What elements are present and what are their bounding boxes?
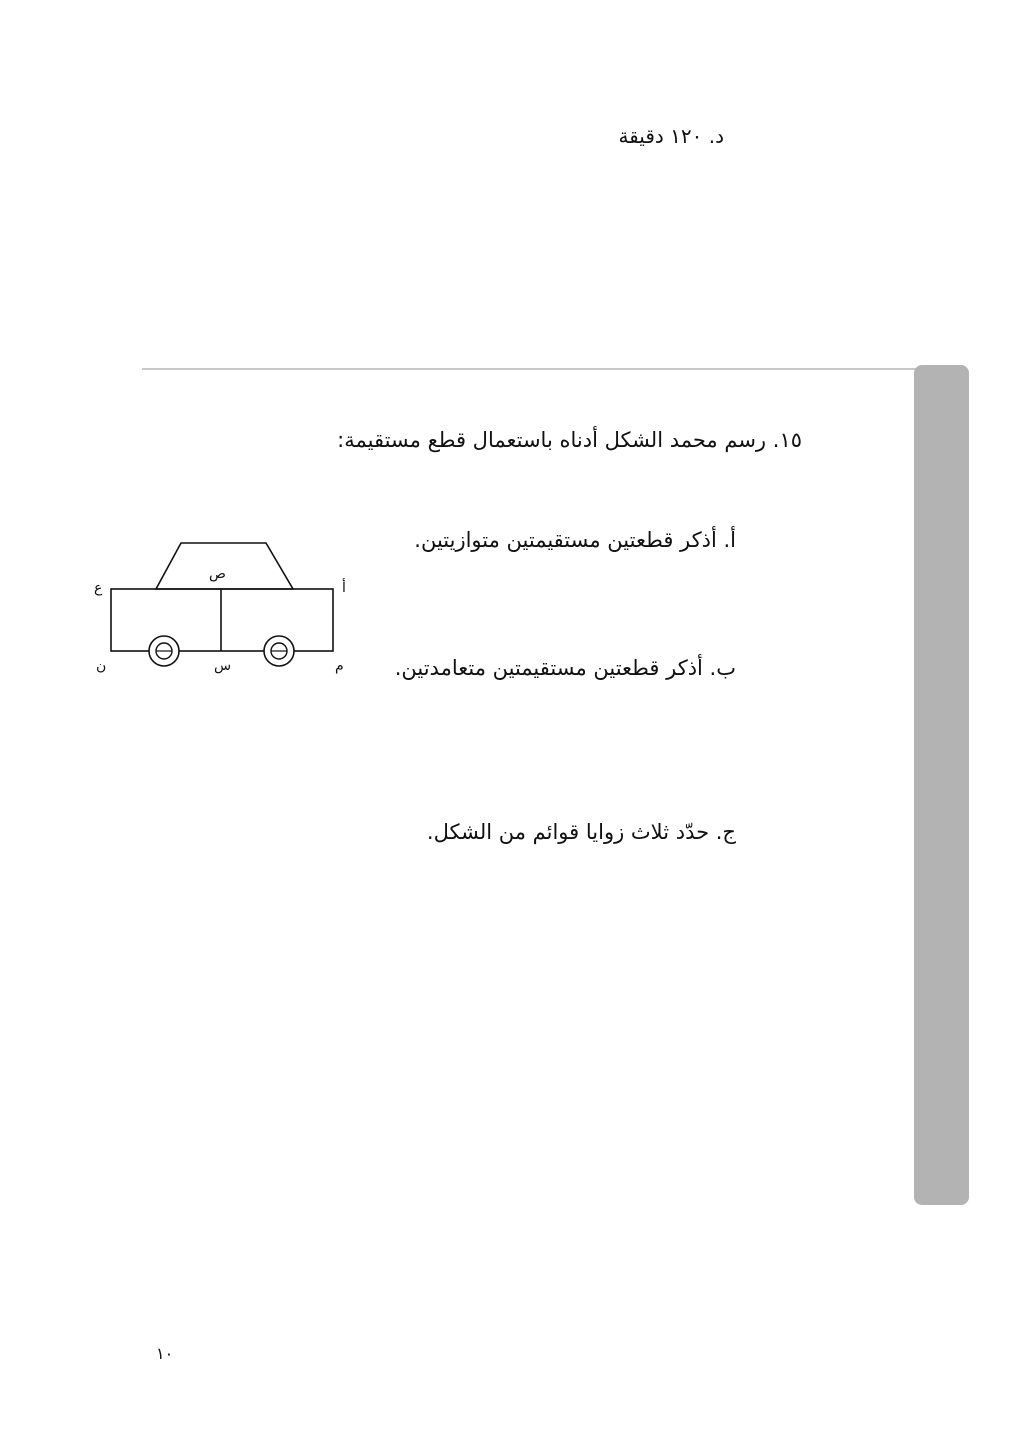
side-tab xyxy=(914,365,969,1205)
question-part-a: أ. أذكر قطعتين مستقيمتين متوازيتين. xyxy=(414,528,736,552)
previous-question-option-d: د. ١٢٠ دقيقة xyxy=(618,124,724,148)
car-figure xyxy=(88,534,358,684)
question-part-b: ب. أذكر قطعتين مستقيمتين متعامدتين. xyxy=(394,656,736,680)
left-wheel xyxy=(149,636,179,666)
question-part-c: ج. حدّد ثلاث زوايا قوائم من الشكل. xyxy=(426,820,736,844)
section-divider xyxy=(142,368,918,370)
label-bottom-middle: س xyxy=(214,658,232,674)
label-bottom-left: ن xyxy=(96,658,107,674)
label-top-right: أ xyxy=(342,580,346,596)
right-wheel xyxy=(264,636,294,666)
page-number: ١٠ xyxy=(156,1344,174,1363)
car-body xyxy=(111,589,333,651)
label-top-middle: ص xyxy=(209,566,226,582)
label-bottom-right: م xyxy=(335,658,344,674)
question-15-text: ١٥. رسم محمد الشكل أدناه باستعمال قطع مستقيمة: xyxy=(337,428,802,452)
label-top-left: ع xyxy=(94,580,103,596)
